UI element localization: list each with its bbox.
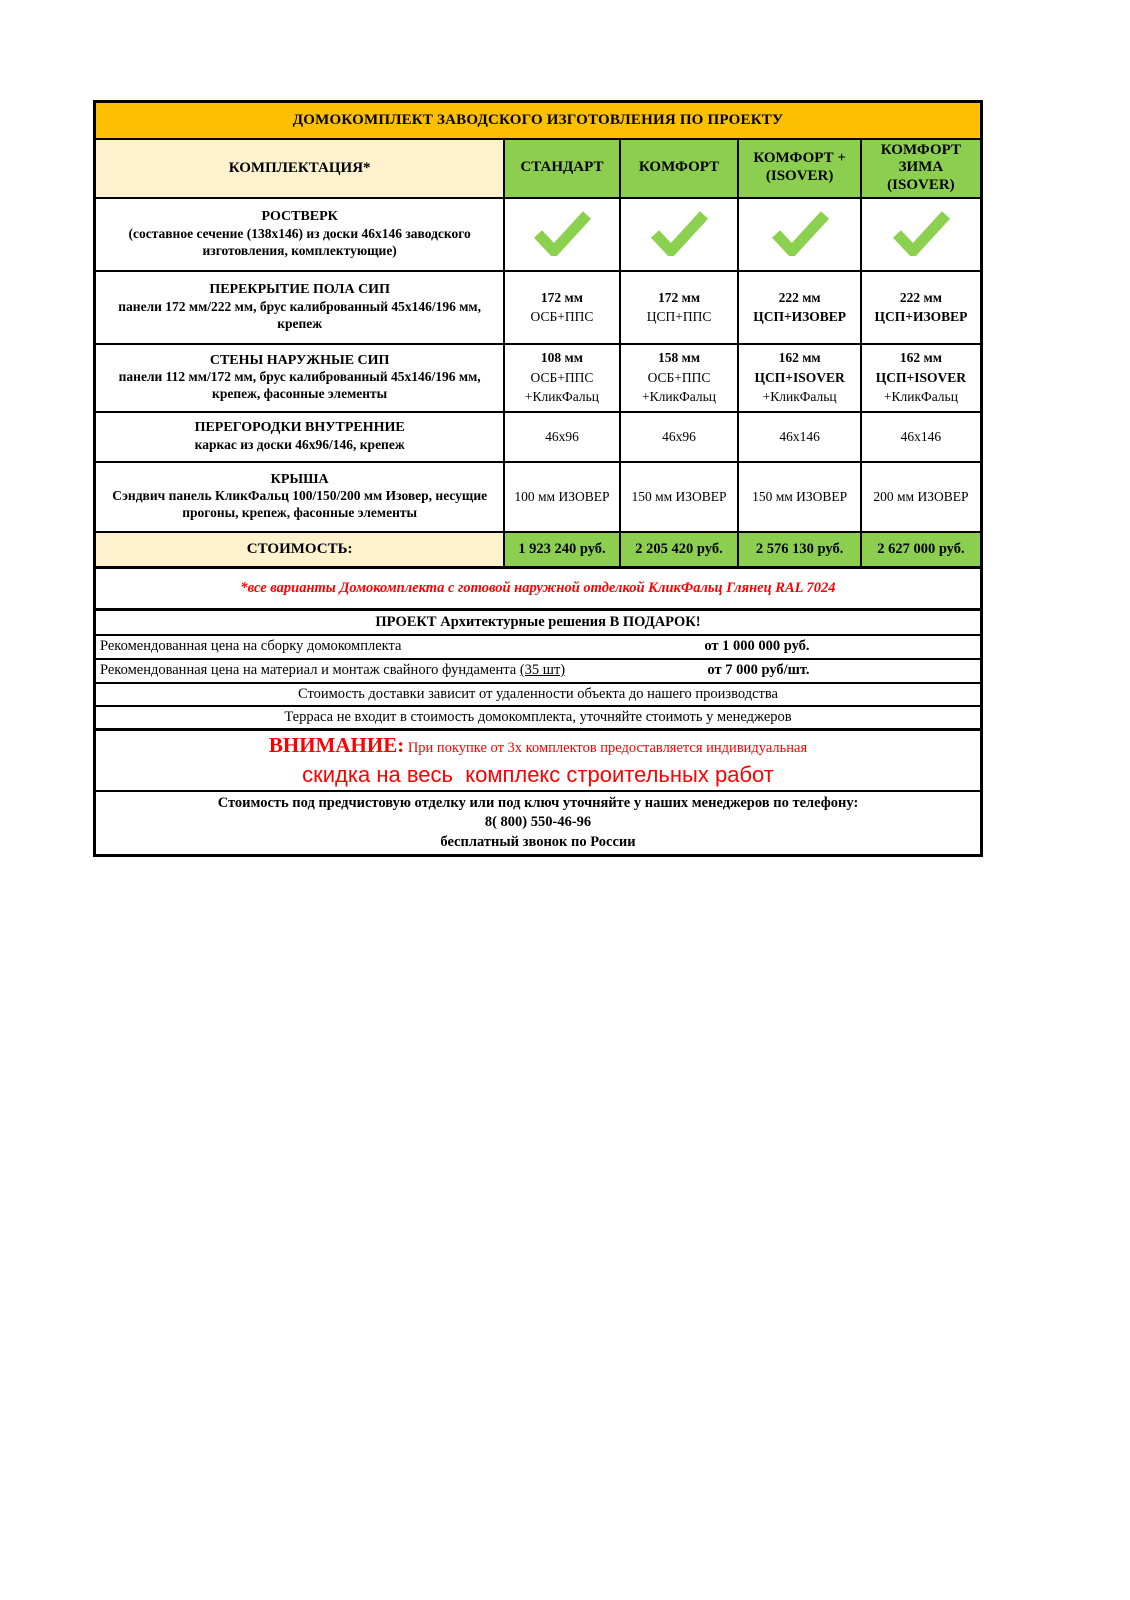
feature-name: ПЕРЕГОРОДКИ ВНУТРЕННИЕ xyxy=(194,420,405,436)
delivery-note: Стоимость доставки зависит от удаленности объекта до нашего производства xyxy=(95,683,982,706)
cell-roof-komfort xyxy=(620,462,739,532)
cell-check-komfort-zima xyxy=(861,198,982,271)
checkmark-icon xyxy=(531,208,593,256)
column-header-sublabel: (ISOVER) xyxy=(887,176,955,193)
cell-line: 46х96 xyxy=(662,428,696,444)
column-header-komfort-zima xyxy=(861,139,982,198)
cell-line: ЦСП+ППС xyxy=(646,309,712,325)
column-header-label2: ЗИМА xyxy=(898,159,944,176)
cell-line: 108 мм xyxy=(540,350,583,366)
feature-desc: панели 172 мм/222 мм, брус калиброванный 45х146/196 мм, крепеж xyxy=(118,298,482,331)
attention-line1 xyxy=(100,733,976,758)
table-row xyxy=(95,271,982,344)
column-header-komfort-plus xyxy=(738,139,860,198)
foundation-text: Рекомендованная цена на материал и монтаж свайного фундамента xyxy=(100,662,517,679)
price-label: СТОИМОСТЬ: xyxy=(95,532,505,568)
cell-line: 200 мм ИЗОВЕР xyxy=(873,488,969,504)
cell-line: 46х96 xyxy=(545,428,579,444)
cell-walls-komfort xyxy=(620,344,739,412)
cell-floor-komfort-zima xyxy=(861,271,982,344)
cell-walls-standart xyxy=(504,344,619,412)
feature-name: КРЫША xyxy=(270,471,329,487)
column-header-label: СТАНДАРТ xyxy=(520,159,604,176)
cell-line: 162 мм xyxy=(899,350,942,366)
feature-name: СТЕНЫ НАРУЖНЫЕ СИП xyxy=(209,352,390,368)
cell-line: ОСБ+ППС xyxy=(530,369,594,385)
pile-count: (35 шт) xyxy=(519,662,566,679)
cell-line: ОСБ+ППС xyxy=(647,369,711,385)
table-row xyxy=(95,462,982,532)
cell-line: 150 мм ИЗОВЕР xyxy=(752,488,848,504)
cell-line: +КликФальц xyxy=(883,389,958,405)
cell-partitions-standart xyxy=(504,412,619,462)
phone-number: 8( 800) 550-46-96 xyxy=(484,814,592,831)
attention-line2: скидка на весь комплекс строительных работ xyxy=(302,761,774,787)
cell-line: 222 мм xyxy=(899,289,942,305)
table-row xyxy=(95,198,982,271)
cell-check-standart xyxy=(504,198,619,271)
package-table xyxy=(93,100,983,857)
cell-line: +КликФальц xyxy=(524,389,599,405)
cell-roof-komfort-plus xyxy=(738,462,860,532)
feature-floor xyxy=(95,271,505,344)
column-header-label: КОМФОРТ xyxy=(638,159,720,176)
cell-floor-komfort-plus xyxy=(738,271,860,344)
cell-walls-komfort-plus xyxy=(738,344,860,412)
foundation-price-row xyxy=(95,659,982,683)
cell-roof-standart xyxy=(504,462,619,532)
cell-floor-komfort xyxy=(620,271,739,344)
feature-roof xyxy=(95,462,505,532)
column-header-label: КОМФОРТ xyxy=(880,141,962,158)
price-sheet xyxy=(93,100,983,857)
column-header-standart xyxy=(504,139,619,198)
cell-line: ЦСП+ИЗОВЕР xyxy=(753,309,847,325)
price-komfort: 2 205 420 руб. xyxy=(620,532,739,568)
feature-desc: каркас из доски 46х96/146, крепеж xyxy=(194,436,405,452)
cell-line: 172 мм xyxy=(540,289,583,305)
cell-line: +КликФальц xyxy=(641,389,717,405)
table-row xyxy=(95,412,982,462)
price-komfort-zima: 2 627 000 руб. xyxy=(861,532,982,568)
terrace-note: Терраса не входит в стоимость домокомплекта, уточняйте стоимоть у менеджеров xyxy=(95,706,982,730)
attention-block xyxy=(95,729,982,791)
checkmark-icon xyxy=(648,208,710,256)
cell-check-komfort xyxy=(620,198,739,271)
attention-label: ВНИМАНИЕ: xyxy=(268,732,405,757)
price-row xyxy=(95,532,982,568)
finish-note: *все варианты Домокомплекта с готовой наружной отделкой КликФальц Глянец RAL 7024 xyxy=(95,568,982,610)
cell-partitions-komfort-zima xyxy=(861,412,982,462)
column-header-sublabel: (ISOVER) xyxy=(765,168,834,185)
price-komfort-plus: 2 576 130 руб. xyxy=(738,532,860,568)
cell-partitions-komfort-plus xyxy=(738,412,860,462)
table-row xyxy=(95,344,982,412)
assembly-price-value: от 1 000 000 руб. xyxy=(704,638,810,655)
contact-block xyxy=(95,791,982,856)
gift-note: ПРОЕКТ Архитектурные решения В ПОДАРОК! xyxy=(95,610,982,635)
feature-desc: Сэндвич панель КликФальц 100/150/200 мм Изовер, несущие прогоны, крепеж, фасонные элементы xyxy=(112,488,488,521)
cell-line: 222 мм xyxy=(778,289,821,305)
feature-desc: панели 112 мм/172 мм, брус калиброванный 45х146/196 мм, крепеж, фасонные элементы xyxy=(118,369,481,402)
cell-line: 150 мм ИЗОВЕР xyxy=(631,488,727,504)
column-header-label: КОМФОРТ + xyxy=(753,150,846,167)
foundation-price-value: от 7 000 руб/шт. xyxy=(707,662,810,679)
cell-floor-standart xyxy=(504,271,619,344)
feature-name: ПЕРЕКРЫТИЕ ПОЛА СИП xyxy=(209,282,390,298)
cell-check-komfort-plus xyxy=(738,198,860,271)
price-standart: 1 923 240 руб. xyxy=(504,532,619,568)
cell-line: 46х146 xyxy=(900,428,942,444)
cell-line: 172 мм xyxy=(658,289,701,305)
foundation-price-text xyxy=(100,662,565,679)
cell-line: 46х146 xyxy=(779,428,820,444)
feature-rostverk xyxy=(95,198,505,271)
checkmark-icon xyxy=(769,208,831,256)
assembly-price-row xyxy=(95,635,982,659)
cell-line: +КликФальц xyxy=(762,389,837,405)
cell-line: ЦСП+ИЗОВЕР xyxy=(874,309,968,325)
column-header-komfort xyxy=(620,139,739,198)
contact-line3: бесплатный звонок по России xyxy=(440,833,636,850)
contact-line1: Стоимость под предчистовую отделку или под ключ уточняйте у наших менеджеров по телефону: xyxy=(217,794,859,811)
cell-line: ЦСП+ISOVER xyxy=(875,369,967,385)
cell-line: ОСБ+ППС xyxy=(530,309,594,325)
cell-line: 158 мм xyxy=(658,350,701,366)
cell-walls-komfort-zima xyxy=(861,344,982,412)
feature-desc: (составное сечение (138х146) из доски 46х146 заводского изготовления, комплектующие) xyxy=(128,225,471,258)
cell-line: 162 мм xyxy=(778,350,821,366)
feature-name: РОСТВЕРК xyxy=(261,209,338,225)
feature-partitions xyxy=(95,412,505,462)
feature-walls xyxy=(95,344,505,412)
cell-line: ЦСП+ISOVER xyxy=(754,369,845,385)
cell-line: 100 мм ИЗОВЕР xyxy=(514,488,610,504)
checkmark-icon xyxy=(890,208,952,256)
assembly-price-text: Рекомендованная цена на сборку домокомплекта xyxy=(100,638,402,655)
cell-partitions-komfort xyxy=(620,412,739,462)
cell-roof-komfort-zima xyxy=(861,462,982,532)
attention-text: При покупке от 3х комплектов предоставляется индивидуальная xyxy=(404,739,808,756)
table-title: ДОМОКОМПЛЕКТ ЗАВОДСКОГО ИЗГОТОВЛЕНИЯ ПО ПРОЕКТУ xyxy=(95,102,982,139)
column-header-komplektacia: КОМПЛЕКТАЦИЯ* xyxy=(95,139,505,198)
